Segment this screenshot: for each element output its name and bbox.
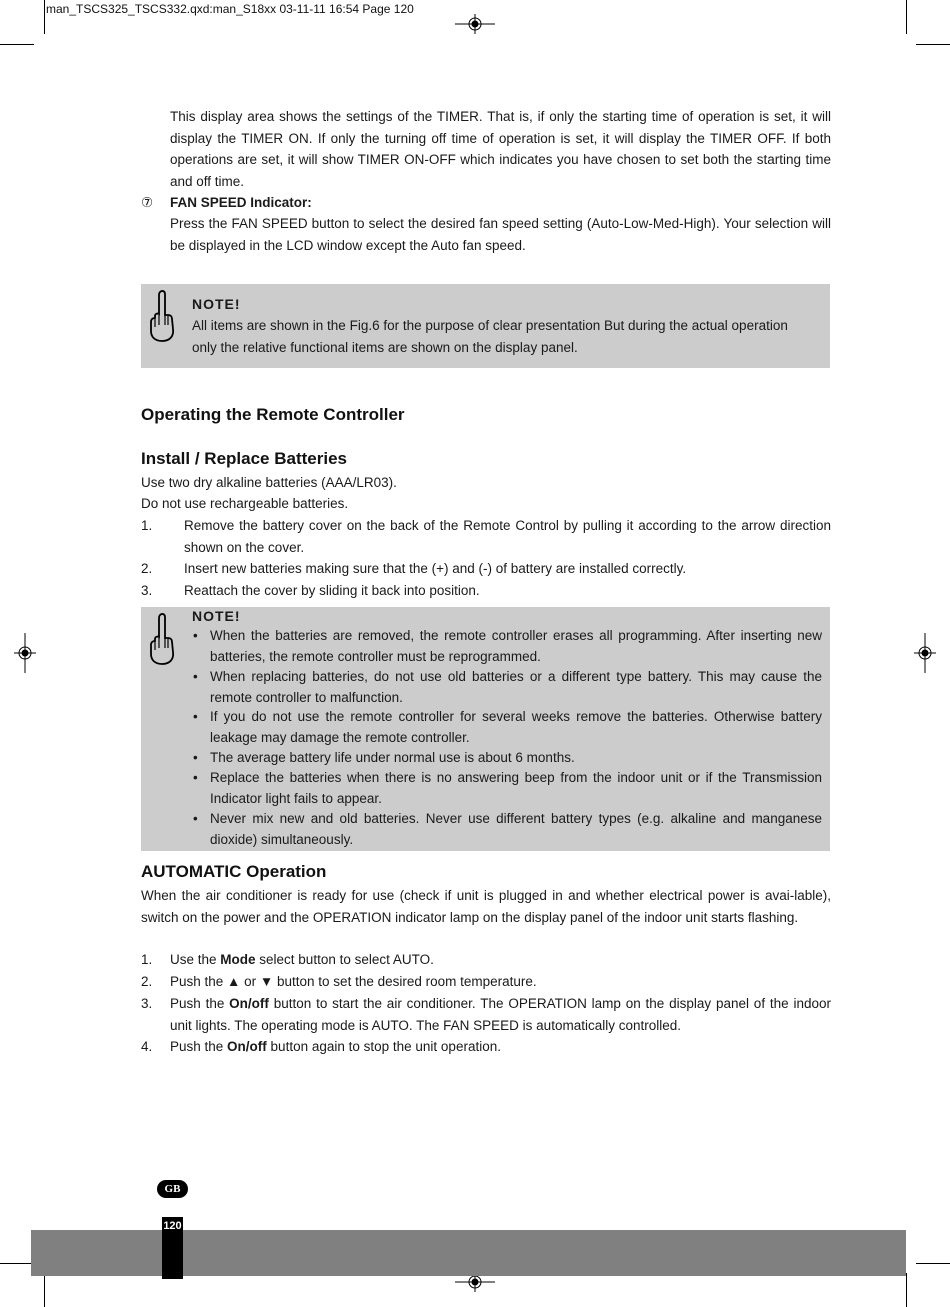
button-name: On/off (229, 996, 269, 1011)
fan-speed-text: Press the FAN SPEED button to select the desired fan speed setting (Auto-Low-Med-High). Your selection will be displayed in the LCD window except the Auto fan speed. (170, 216, 831, 253)
crop-mark (0, 1263, 34, 1264)
bullet-icon: • (193, 709, 198, 724)
step-text: Push the (170, 1039, 228, 1054)
step-number: 3. (141, 996, 153, 1011)
page-number: 120 (162, 1217, 183, 1279)
bullet-text: When the batteries are removed, the remote controller erases all programming. After inserting new batteries, the remote controller must be reprogrammed. (210, 628, 822, 664)
crop-mark (906, 1273, 907, 1307)
button-name: On/off (227, 1039, 267, 1054)
timer-paragraph: This display area shows the settings of the TIMER. That is, if only the starting time of operation is set, it will display the TIMER ON. If only the turning off time of operation is set, it will display the TIMER OFF. If both operations are set, it will show TIMER ON-OFF which indicates you have chosen to set both the starting time and off time. (170, 109, 831, 189)
step-number: 1. (141, 518, 153, 533)
print-slug: man_TSCS325_TSCS332.qxd:man_S18xx 03-11-11 16:54 Page 120 (46, 2, 414, 16)
note-bullet-item (193, 626, 822, 667)
button-name: Mode (220, 952, 256, 967)
step-text: button again to stop the unit operation. (266, 1039, 501, 1054)
step-text: select button to select AUTO. (255, 952, 434, 967)
section-heading: Operating the Remote Controller (141, 405, 405, 424)
step-number: 1. (141, 952, 153, 967)
bullet-text: Never mix new and old batteries. Never use different battery types (e.g. alkaline and manganese dioxide) simultaneously. (210, 811, 822, 847)
automatic-step (170, 949, 831, 971)
battery-note-box (141, 607, 830, 851)
bullet-icon: • (193, 669, 198, 684)
crop-mark (0, 44, 34, 45)
crop-mark (906, 0, 907, 34)
note-title: NOTE! (192, 296, 241, 312)
bullet-text: When replacing batteries, do not use old batteries or a different type battery. This may cause the remote controller to malfunction. (210, 669, 822, 705)
crop-mark (916, 1263, 950, 1264)
step-text: Push the (170, 996, 230, 1011)
automatic-step (170, 1036, 831, 1058)
note-bullet-item (193, 707, 822, 748)
subsection-heading: AUTOMATIC Operation (141, 862, 327, 881)
bullet-text: The average battery life under normal use is about 6 months. (210, 750, 575, 765)
bullet-text: Replace the batteries when there is no answering beep from the indoor unit or if the Transmission Indicator light fails to appear. (210, 770, 822, 806)
bullet-icon: • (193, 811, 198, 826)
bullet-icon: • (193, 770, 198, 785)
step-text: Use the (170, 952, 221, 967)
step-number: 3. (141, 583, 153, 598)
fan-speed-title: FAN SPEED Indicator: (170, 195, 312, 210)
step-number: 2. (141, 974, 153, 989)
step-number: 2. (141, 561, 153, 576)
battery-step: Reattach the cover by sliding it back into position. (184, 583, 480, 598)
subsection-heading: Install / Replace Batteries (141, 449, 347, 468)
step-number: 4. (141, 1039, 153, 1054)
language-badge: GB (157, 1180, 188, 1198)
automatic-intro: When the air conditioner is ready for use (check if unit is plugged in and whether electrical power is avai-lable), switch on the power and the OPERATION indicator lamp on the display panel of the indoor unit starts flashing. (141, 888, 831, 925)
crop-mark (44, 0, 45, 34)
note-bullet-item (193, 748, 822, 769)
step-text: button to start the air conditioner. The OPERATION lamp on the display panel of the indoor unit lights. The operating mode is AUTO. The FAN SPEED is automatically controlled. (170, 996, 831, 1033)
note-bullet-item (193, 809, 822, 850)
bullet-text: If you do not use the remote controller for several weeks remove the batteries. Otherwise battery leakage may damage the remote controller. (210, 709, 822, 745)
note-title: NOTE! (192, 608, 241, 624)
note-text: All items are shown in the Fig.6 for the purpose of clear presentation But during the actual operation only the relative functional items are shown on the display panel. (192, 318, 788, 355)
item-marker-7: ⑦ (141, 195, 154, 210)
crop-mark (916, 44, 950, 45)
registration-mark-icon (914, 633, 936, 673)
battery-line: Do not use rechargeable batteries. (141, 496, 349, 511)
battery-step: Remove the battery cover on the back of the Remote Control by pulling it according to the arrow direction shown on the cover. (184, 518, 831, 555)
bullet-icon: • (193, 750, 198, 765)
battery-line: Use two dry alkaline batteries (AAA/LR03). (141, 475, 397, 490)
note-bullet-item (193, 768, 822, 809)
bullet-icon: • (193, 628, 198, 643)
note-bullet-item (193, 667, 822, 708)
crop-mark (44, 1273, 45, 1307)
registration-mark-icon (455, 14, 495, 34)
note-box (141, 284, 830, 368)
battery-step: Insert new batteries making sure that the (+) and (-) of battery are installed correctly. (184, 561, 687, 576)
registration-mark-icon (14, 633, 36, 673)
pointing-hand-icon (147, 289, 177, 343)
step-text: Push the ▲ or ▼ button to set the desired room temperature. (170, 974, 537, 989)
pointing-hand-icon (147, 612, 177, 666)
automatic-step (170, 971, 831, 993)
automatic-step (170, 993, 831, 1036)
